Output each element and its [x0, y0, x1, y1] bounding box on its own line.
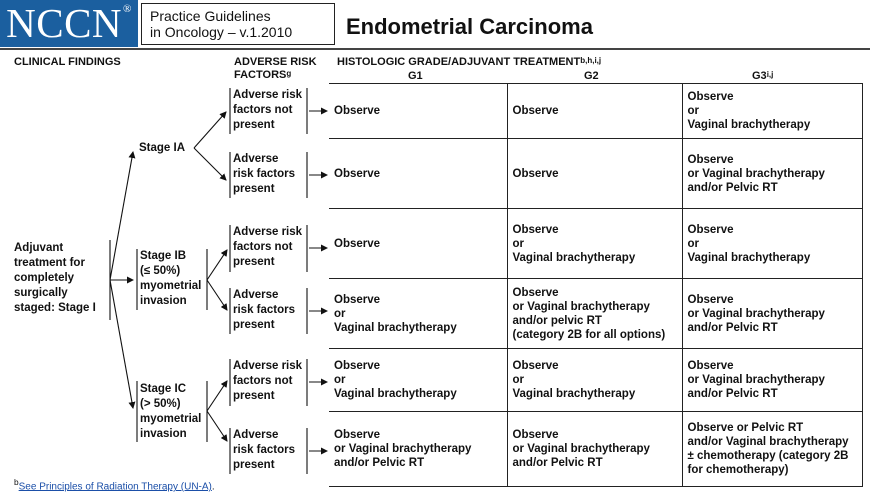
stage-ia — [139, 141, 185, 156]
cell-line: Observe — [512, 429, 559, 441]
table-row — [329, 412, 862, 487]
cell-line: or — [687, 105, 699, 117]
risk-label-line: factors not — [233, 241, 293, 253]
cell-line: Observe — [334, 293, 381, 306]
treatment-table — [329, 83, 863, 487]
histologic-grade-heading: HISTOLOGIC GRADE/ADJUVANT TREATMENT$^{b,h,i,j}$ — [337, 56, 602, 68]
cell-ib-present-g2 — [507, 279, 682, 349]
cell-ia-present-g1 — [329, 139, 507, 209]
cell-line: or — [334, 374, 346, 386]
adverse-risk-heading-line-2: FACTORS$^g$ — [234, 69, 292, 81]
cell-line: or Vaginal brachytherapy — [687, 307, 825, 320]
stage-ib-line-1: Stage IB — [140, 250, 187, 262]
cell-line: or Vaginal brachytherapy — [512, 443, 650, 455]
table-row — [329, 209, 862, 279]
grade-g1-heading: G1 — [408, 70, 423, 82]
page-title: Endometrial Carcinoma — [346, 14, 593, 39]
risk-label-ia-not-present — [233, 88, 302, 133]
risk-label-ic-present — [233, 428, 295, 473]
cell-line: Observe — [334, 360, 381, 372]
risk-label-line: Adverse risk — [233, 360, 303, 372]
risk-label-line: present — [233, 183, 275, 195]
risk-label-line: present — [233, 390, 275, 402]
cell-line: and/or Pelvic RT — [687, 181, 778, 194]
cell-ic-present-g1 — [329, 412, 507, 487]
risk-label-line: factors not — [233, 375, 293, 387]
risk-label-line: Adverse — [233, 153, 279, 165]
stage-ic-line-3: myometrial — [140, 413, 202, 425]
cell-line: or Vaginal brachytherapy — [687, 167, 825, 180]
cell-line: and/or Pelvic RT — [687, 321, 778, 334]
clinical-line-1: Adjuvant — [14, 242, 64, 254]
cell-line: Vaginal brachytherapy — [512, 251, 636, 264]
stage-ib-line-2: (≤ 50%) — [140, 265, 181, 277]
cell-line: Observe — [687, 223, 734, 236]
stage-ib-line-4: invasion — [140, 295, 187, 307]
cell-line: and/or Pelvic RT — [512, 457, 603, 469]
clinical-line-3: completely — [14, 272, 75, 284]
cell-line: and/or Vaginal brachytherapy — [687, 436, 849, 448]
stage-ic — [140, 382, 201, 442]
risk-label-line: present — [233, 459, 275, 471]
cell-line: Observe — [687, 360, 734, 372]
clinical-line-5: staged: Stage I — [14, 302, 96, 314]
cell-line: for chemotherapy) — [687, 464, 789, 476]
cell-line: Observe — [334, 429, 381, 441]
footnote-trail: . — [211, 481, 215, 492]
cell-line: Observe — [334, 105, 381, 117]
cell-ic-not-present-g2 — [507, 349, 682, 412]
cell-line: or — [512, 237, 524, 250]
cell-ib-present-g3 — [682, 279, 862, 349]
stage-ia-label: Stage IA — [139, 142, 186, 154]
cell-ib-present-g1 — [329, 279, 507, 349]
risk-label-ia-present — [233, 152, 295, 197]
risk-label-line: Adverse — [233, 289, 279, 301]
footnote-marker: b — [14, 477, 19, 487]
risk-label-ib-not-present — [233, 225, 302, 270]
cell-line: Observe — [687, 153, 734, 166]
cell-line: or — [334, 307, 346, 320]
cell-line: Observe — [512, 167, 559, 180]
risk-label-line: Adverse risk — [233, 89, 303, 101]
cell-ib-not-present-g3 — [682, 209, 862, 279]
cell-line: Observe — [512, 360, 559, 372]
risk-label-line: Adverse risk — [233, 226, 303, 238]
risk-label-line: present — [233, 256, 275, 268]
cell-line: Observe — [334, 167, 381, 180]
risk-label-line: factors not — [233, 104, 293, 116]
table-row — [329, 349, 862, 412]
cell-line: Observe — [512, 105, 559, 117]
cell-line: Vaginal brachytherapy — [334, 321, 457, 334]
nccn-logo: NCCN® — [0, 0, 138, 47]
cell-line: Observe — [687, 91, 734, 103]
stage-ic-line-1: Stage IC — [140, 383, 187, 395]
risk-label-line: risk factors — [233, 304, 296, 316]
cell-ia-not-present-g2 — [507, 84, 682, 139]
cell-line: Observe — [512, 286, 559, 299]
stage-ib — [140, 249, 201, 309]
risk-label-line: Adverse — [233, 429, 279, 441]
cell-ib-not-present-g1 — [329, 209, 507, 279]
cell-ic-not-present-g3 — [682, 349, 862, 412]
cell-line: or — [512, 374, 524, 386]
cell-line: Observe or Pelvic RT — [687, 422, 804, 434]
cell-line: ± chemotherapy (category 2B — [687, 450, 849, 462]
clinical-finding-stage-i — [14, 241, 96, 316]
cell-ia-not-present-g1 — [329, 84, 507, 139]
risk-label-line: present — [233, 319, 275, 331]
cell-line: Observe — [334, 237, 381, 250]
cell-line: or Vaginal brachytherapy — [687, 374, 825, 386]
risk-label-line: risk factors — [233, 444, 296, 456]
table-row — [329, 139, 862, 209]
cell-line: Vaginal brachytherapy — [334, 388, 457, 400]
radiation-therapy-link[interactable]: See Principles of Radiation Therapy (UN-A) — [18, 481, 212, 492]
guidelines-line-1: Practice Guidelines — [150, 8, 271, 24]
risk-label-line: present — [233, 119, 275, 131]
cell-line: Vaginal brachytherapy — [687, 119, 811, 131]
risk-label-ic-not-present — [233, 359, 302, 404]
stage-ib-line-3: myometrial — [140, 280, 202, 292]
grade-g2-heading: G2 — [584, 70, 599, 82]
cell-line: and/or pelvic RT — [512, 314, 602, 327]
risk-label-ib-present — [233, 288, 295, 333]
cell-ic-present-g3 — [682, 412, 862, 487]
cell-line: Observe — [687, 293, 734, 306]
cell-line: and/or Pelvic RT — [334, 457, 425, 469]
cell-ib-not-present-g2 — [507, 209, 682, 279]
stage-ic-line-2: (> 50%) — [140, 398, 181, 410]
cell-line: or Vaginal brachytherapy — [334, 443, 472, 455]
cell-line: Vaginal brachytherapy — [687, 251, 811, 264]
adverse-risk-heading-line-1: ADVERSE RISK — [234, 56, 317, 68]
cell-ia-present-g2 — [507, 139, 682, 209]
cell-line: or — [687, 237, 699, 250]
clinical-line-2: treatment for — [14, 257, 85, 269]
grade-g3-heading: G3$^{i,j}$ — [752, 70, 774, 82]
cell-line: and/or Pelvic RT — [687, 388, 778, 400]
cell-line: Observe — [512, 223, 559, 236]
cell-ic-not-present-g1 — [329, 349, 507, 412]
clinical-line-4: surgically — [14, 287, 68, 299]
cell-line: (category 2B for all options) — [512, 328, 666, 341]
table-row — [329, 279, 862, 349]
cell-line: Vaginal brachytherapy — [512, 388, 636, 400]
cell-ia-not-present-g3 — [682, 84, 862, 139]
clinical-findings-heading: CLINICAL FINDINGS — [14, 56, 121, 68]
cell-ia-present-g3 — [682, 139, 862, 209]
table-row — [329, 84, 862, 139]
cell-line: or Vaginal brachytherapy — [512, 300, 650, 313]
cell-ic-present-g2 — [507, 412, 682, 487]
risk-label-line: risk factors — [233, 168, 296, 180]
stage-ic-line-4: invasion — [140, 428, 187, 440]
guidelines-line-2: in Oncology – v.1.2010 — [150, 24, 293, 40]
